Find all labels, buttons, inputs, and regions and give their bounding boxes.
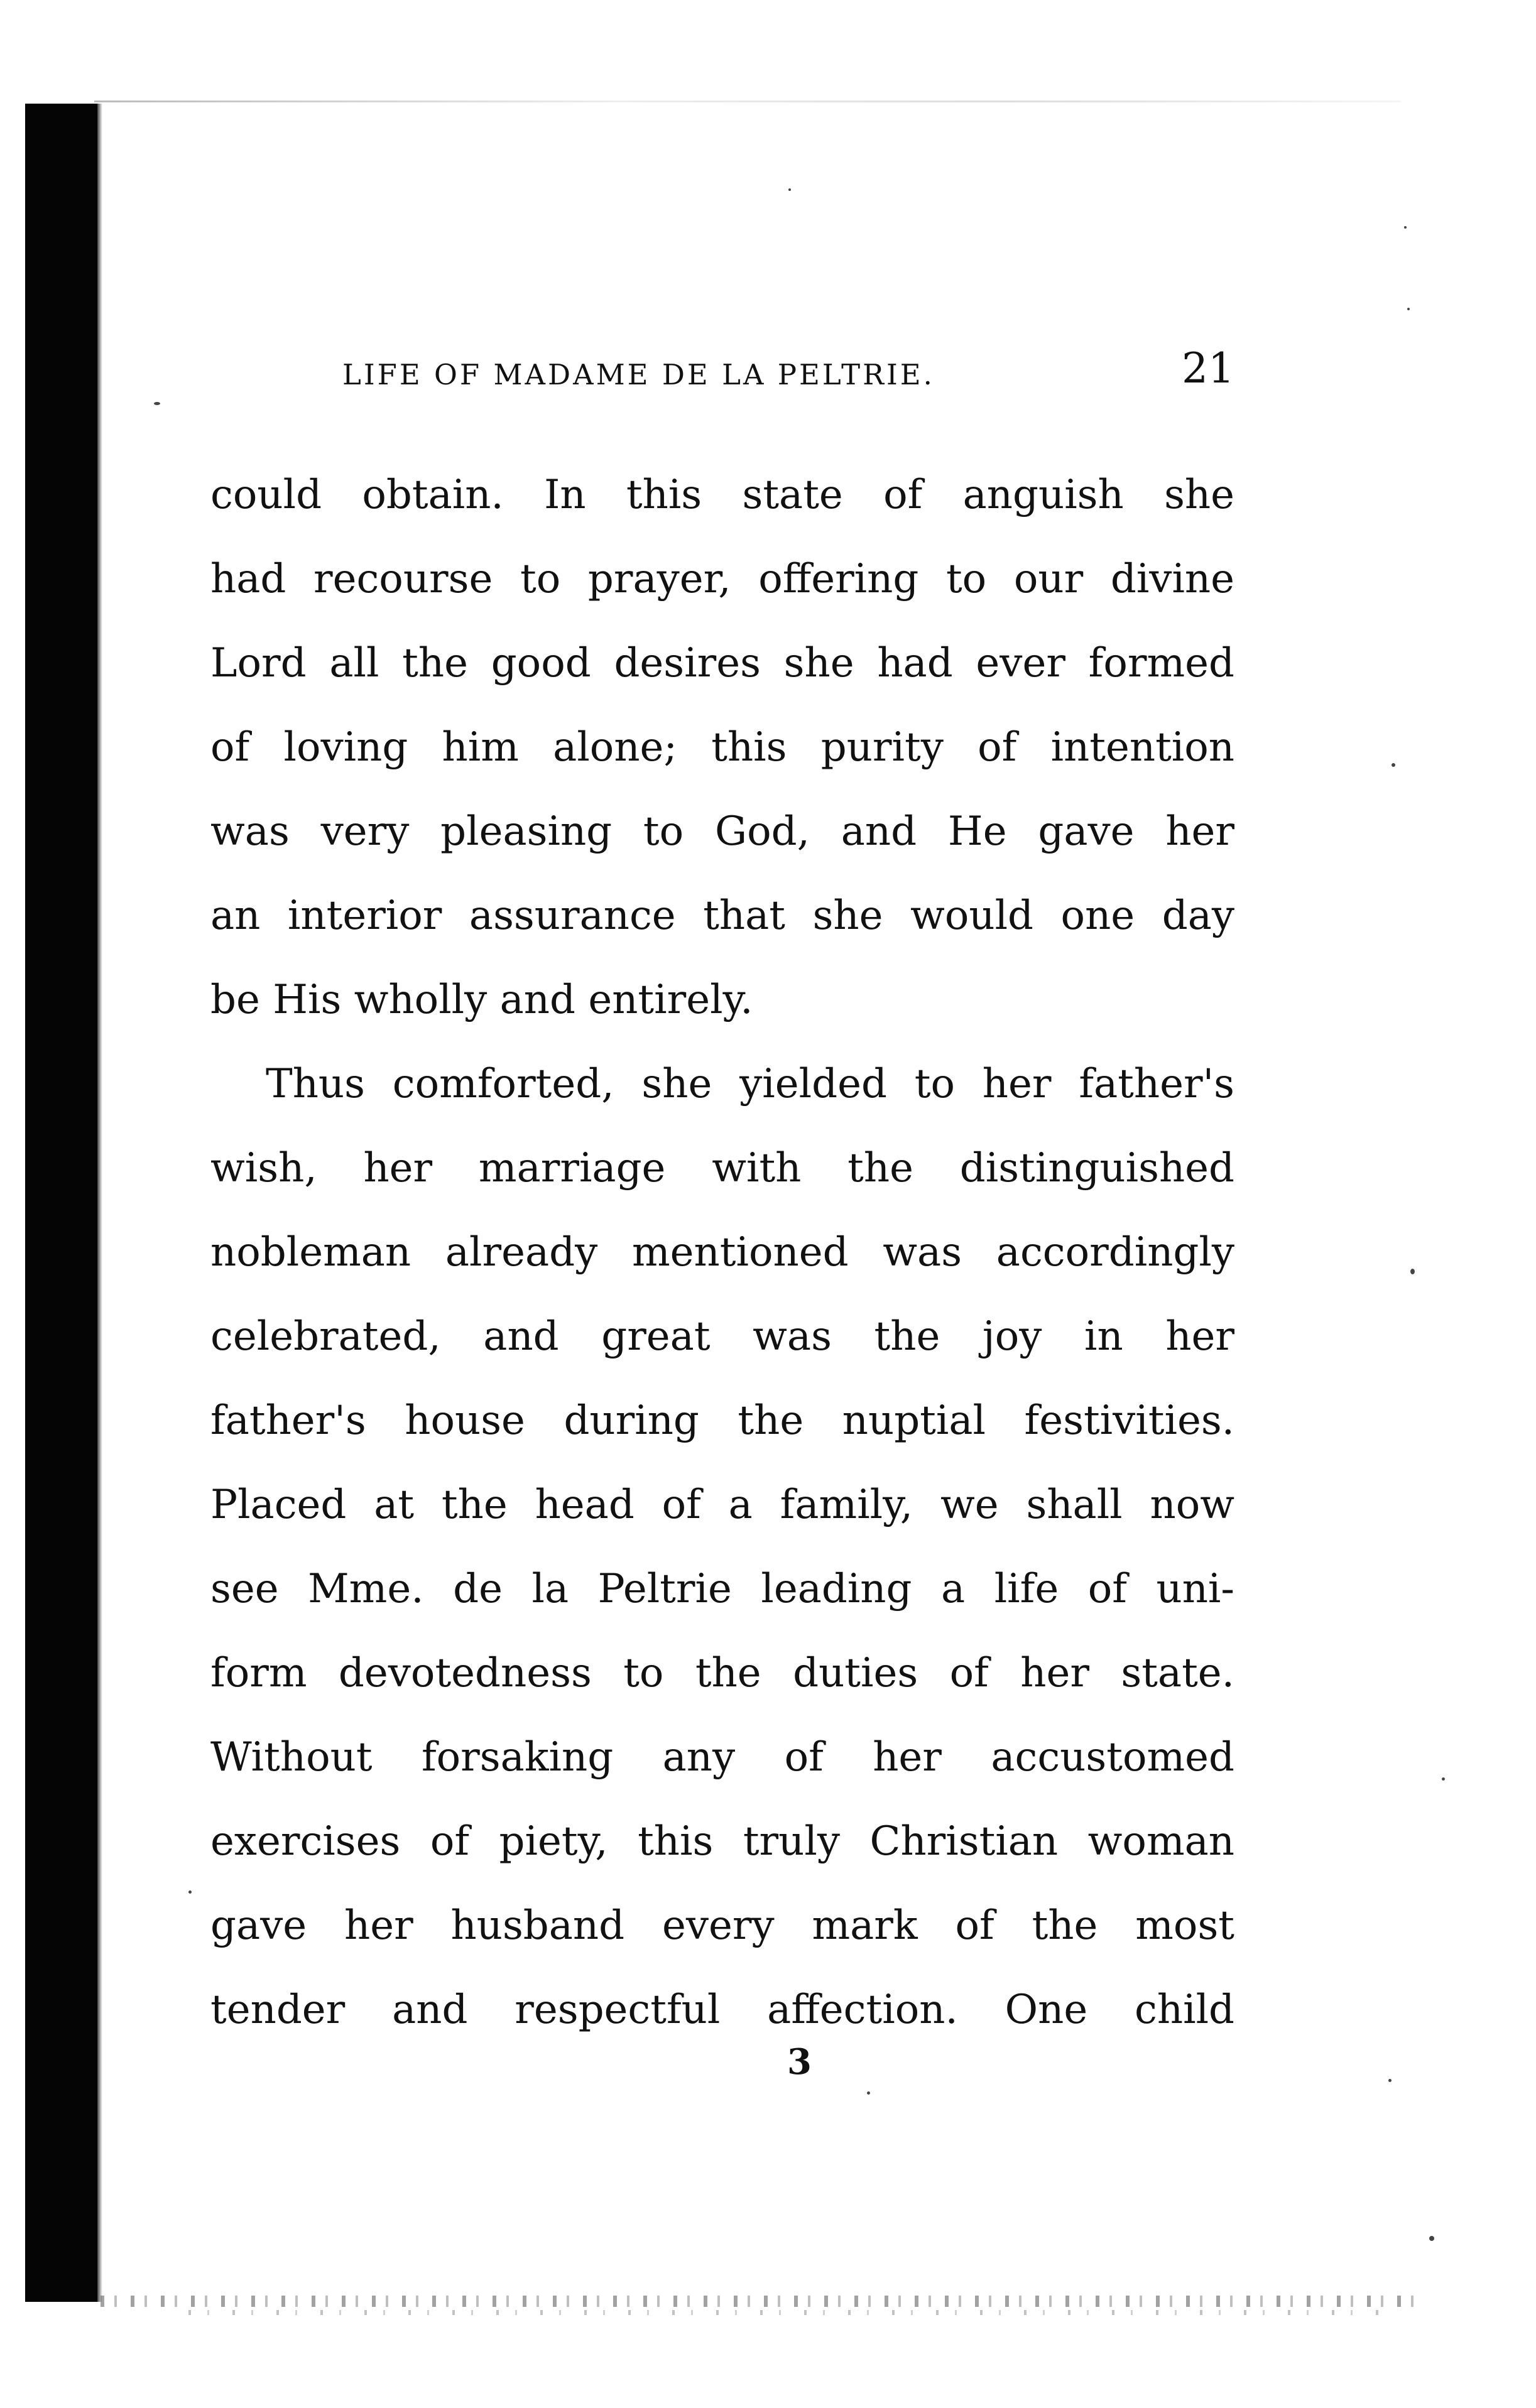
paragraph (210, 464, 1234, 1053)
running-head (342, 344, 1234, 394)
text-line: of loving him alone; this purity of intention (210, 724, 1234, 771)
scan-speck (1429, 2236, 1434, 2241)
scan-speck (788, 188, 791, 191)
text-line: wish, her marriage with the distinguished (210, 1145, 1234, 1191)
signature-mark: 3 (787, 2041, 812, 2083)
text-line: Lord all the good desires she had ever formed (210, 640, 1234, 686)
text-line: see Mme. de la Peltrie leading a life of uni- (210, 1566, 1234, 1612)
scan-speck (1407, 308, 1410, 310)
text-line: was very pleasing to God, and He gave her (210, 808, 1234, 855)
scan-speck (867, 2091, 870, 2095)
paragraph (210, 1053, 1234, 2063)
text-line: form devotedness to the duties of her state. (210, 1650, 1234, 1696)
running-title: LIFE OF MADAME DE LA PELTRIE. (342, 358, 935, 391)
text-line: an interior assurance that she would one day (210, 892, 1234, 939)
text-line: Thus comforted, she yielded to her father's (266, 1061, 1234, 1107)
binding-shadow (25, 104, 97, 2302)
scan-speck (1392, 763, 1395, 767)
page-number: 21 (1182, 344, 1234, 393)
bottom-scan-noise (188, 2310, 1382, 2315)
text-line: gave her husband every mark of the most (210, 1902, 1234, 1949)
text-line: celebrated, and great was the joy in her (210, 1313, 1234, 1360)
scan-speck (188, 1890, 192, 1894)
text-line: father's house during the nuptial festivities. (210, 1397, 1234, 1444)
text-line: exercises of piety, this truly Christian woman (210, 1818, 1234, 1865)
text-line: Without forsaking any of her accustomed (210, 1734, 1234, 1781)
scan-speck (1410, 1269, 1415, 1274)
body-text (210, 464, 1234, 2063)
text-line: nobleman already mentioned was accordingly (210, 1229, 1234, 1276)
text-line: could obtain. In this state of anguish she (210, 472, 1234, 518)
text-line: tender and respectful affection. One child (210, 1987, 1234, 2033)
scan-speck (154, 402, 160, 405)
scan-speck (1442, 1777, 1445, 1781)
top-scan-edge (94, 100, 1401, 102)
bottom-scan-edge (101, 2296, 1413, 2307)
text-line: be His wholly and entirely. (210, 977, 753, 1023)
scan-speck (1404, 226, 1407, 229)
binding-shadow-fade (97, 104, 102, 2302)
text-line: had recourse to prayer, offering to our divine (210, 556, 1234, 602)
text-line: Placed at the head of a family, we shall now (210, 1482, 1234, 1528)
